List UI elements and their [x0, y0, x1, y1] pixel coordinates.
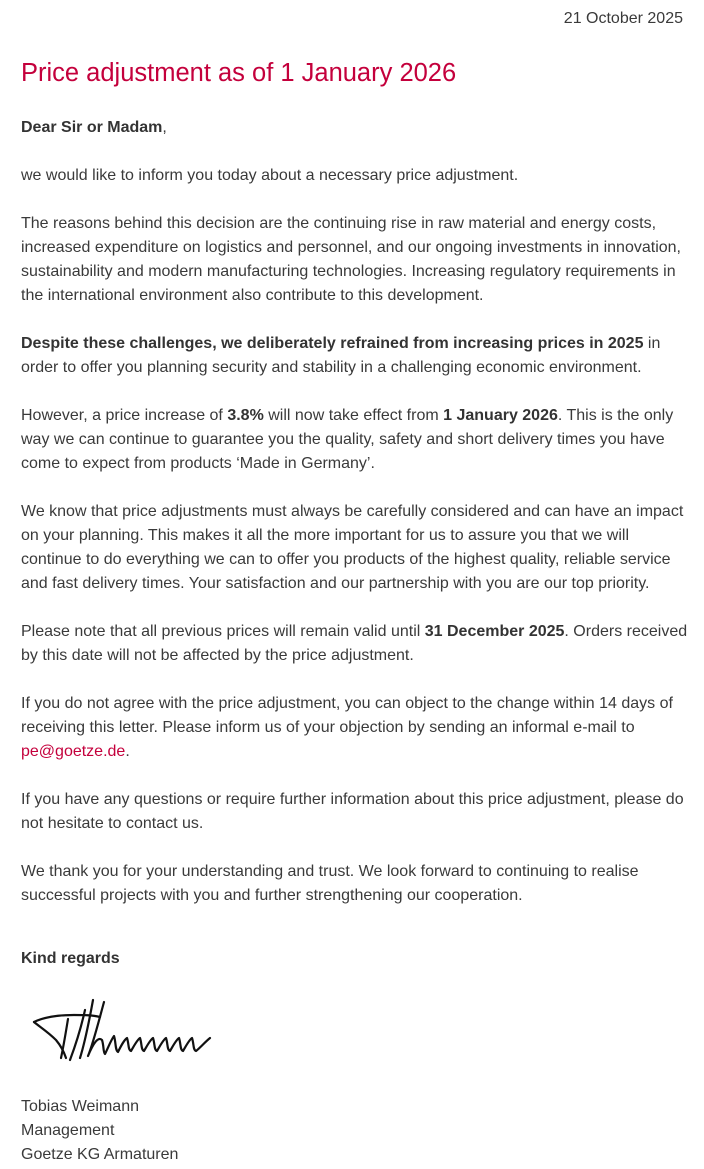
- paragraph-reasons: The reasons behind this decision are the continuing rise in raw material and energy costs, increased expenditure on logistics and personnel, and our ongoing investments in innovation, sustainability and modern manufacturing technologies. Increasing regulatory requirements in the international environment also contribute to this development.: [21, 215, 681, 304]
- paragraph-no-increase-rest: in order to offer you planning security and stability in a challenging economic environment.: [21, 335, 661, 376]
- validity-text-2: . Orders received by this date will not be affected by the price adjustment.: [21, 623, 688, 664]
- paragraph-questions: If you have any questions or require further information about this price adjustment, please do not hesitate to contact us.: [21, 791, 684, 832]
- price-increase-percent: 3.8%: [227, 407, 264, 424]
- salutation-punct: ,: [162, 119, 167, 136]
- sender-block: [21, 1095, 178, 1167]
- sender-company: Goetze KG Armaturen: [21, 1146, 179, 1163]
- signature: [30, 996, 220, 1066]
- paragraph-price-increase: [21, 404, 689, 476]
- paragraph-assurance: We know that price adjustments must always be carefully considered and can have an impact on your planning. This makes it all the more important for us to assure you that we will continue to do everything we can to offer you products of the highest quality, reliable service and fast delivery times. Your satisfaction and our partnership with you are our top priority.: [21, 503, 684, 592]
- letter-date: 21 October 2025: [563, 10, 683, 27]
- validity-date: 31 December 2025: [424, 623, 565, 640]
- objection-text-2: .: [125, 743, 130, 760]
- email-link[interactable]: pe@goetze.de: [21, 743, 126, 760]
- price-increase-text-3: . This is the only way we can continue to guarantee you the quality, safety and short delivery times you have come to expect from products ‘Made in Germany’.: [21, 407, 674, 472]
- paragraph-no-increase-2025: [21, 332, 689, 380]
- letter-body: [21, 116, 689, 908]
- paragraph-validity: [21, 620, 689, 668]
- price-increase-text-1: However, a price increase of: [21, 407, 228, 424]
- sender-role: Management: [21, 1122, 115, 1139]
- paragraph-intro: we would like to inform you today about a necessary price adjustment.: [21, 167, 519, 184]
- price-increase-date: 1 January 2026: [443, 407, 558, 424]
- objection-text-1: If you do not agree with the price adjustment, you can object to the change within 14 days of receiving this letter. Please inform us of your objection by sending an informal e-mail to: [21, 695, 673, 736]
- paragraph-thanks: We thank you for your understanding and trust. We look forward to continuing to realise successful projects with you and further strengthening our cooperation.: [21, 863, 639, 904]
- letter-title: Price adjustment as of 1 January 2026: [21, 59, 457, 87]
- paragraph-objection: [21, 692, 689, 764]
- sender-name: Tobias Weimann: [21, 1098, 139, 1115]
- price-increase-text-2: will now take effect from: [263, 407, 444, 424]
- closing: Kind regards: [21, 950, 120, 967]
- validity-text-1: Please note that all previous prices will remain valid until: [21, 623, 425, 640]
- salutation-name: Dear Sir or Madam: [21, 119, 163, 136]
- salutation: [21, 116, 689, 140]
- paragraph-no-increase-bold: Despite these challenges, we deliberately refrained from increasing prices in 2025: [21, 335, 644, 352]
